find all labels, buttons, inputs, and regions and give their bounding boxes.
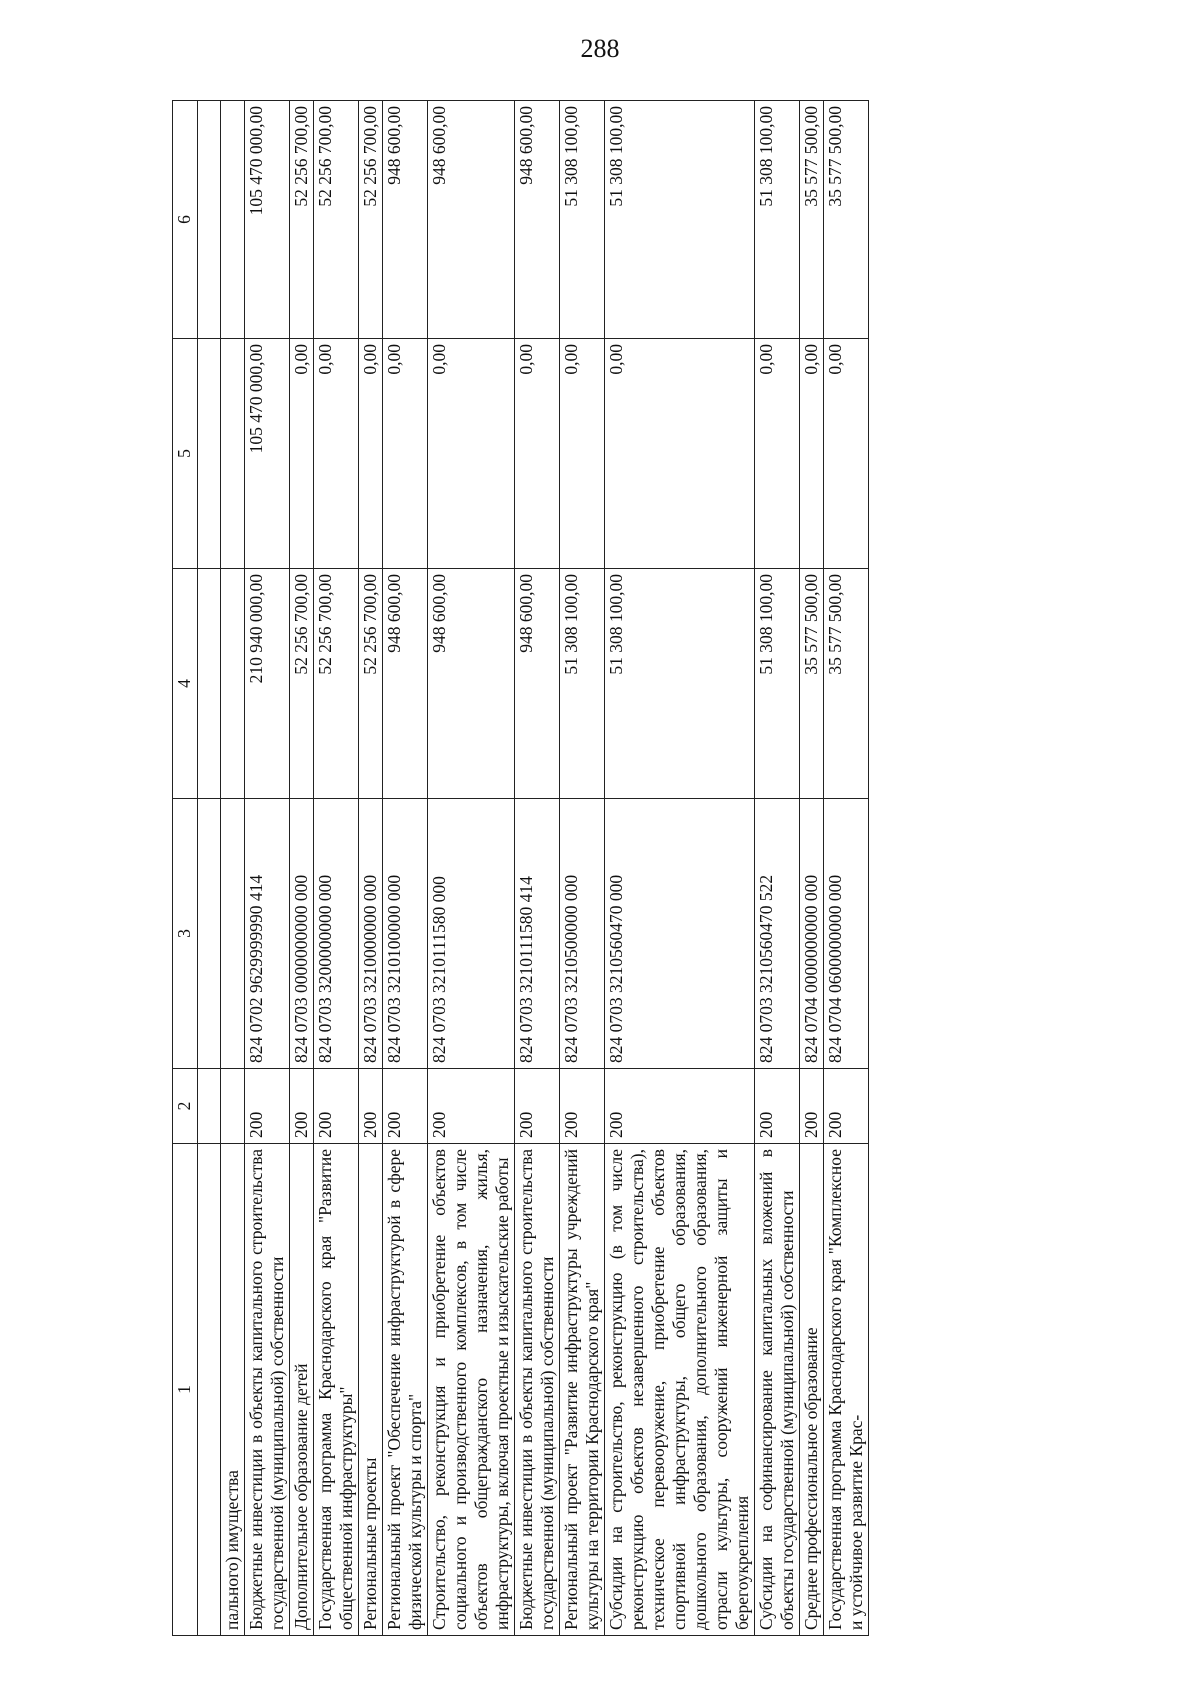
column-4-total-cell: 948 600,00 bbox=[383, 569, 428, 799]
budget-table bbox=[172, 100, 869, 1636]
column-5-amount-cell: 0,00 bbox=[824, 339, 869, 569]
table-row bbox=[755, 101, 800, 1636]
column-4-total-cell: 35 577 500,00 bbox=[824, 569, 869, 799]
budget-table-rotated bbox=[172, 101, 1077, 1636]
column-1-name-cell: Строительство, реконструкция и приобретение объектов социального и производственного комплексов, в том числе объектов общегражданского назначения, жилья, инфраструктуры, включая проектные и изыскательские работы bbox=[428, 1144, 515, 1636]
column-1-name-cell: Государственная программа Краснодарского края "Развитие общественной инфраструктуры" bbox=[314, 1144, 359, 1636]
column-6-amount-cell bbox=[221, 101, 245, 339]
column-3-kbk-cell: 824 0703 3210100000 000 bbox=[383, 799, 428, 1069]
column-4-total-cell: 51 308 100,00 bbox=[605, 569, 755, 799]
column-5-amount-cell: 0,00 bbox=[428, 339, 515, 569]
column-6-amount-cell: 105 470 000,00 bbox=[245, 101, 290, 339]
table-row bbox=[824, 101, 869, 1636]
header-column-5-amount: 5 bbox=[173, 339, 198, 569]
column-3-kbk-cell: 824 0703 3210111580 000 bbox=[428, 799, 515, 1069]
column-6-amount-cell: 52 256 700,00 bbox=[359, 101, 383, 339]
header-column-2-code: 2 bbox=[173, 1069, 198, 1144]
spacer-row bbox=[198, 101, 221, 1636]
column-1-name-cell: пального) имущества bbox=[221, 1144, 245, 1636]
column-1-name-cell: Дополнительное образование детей bbox=[290, 1144, 314, 1636]
column-2-code-cell: 200 bbox=[290, 1069, 314, 1144]
column-1-name-cell: Бюджетные инвестиции в объекты капитального строительства государственной (муниципальной) собственности bbox=[245, 1144, 290, 1636]
column-6-amount-cell: 52 256 700,00 bbox=[290, 101, 314, 339]
column-1-name-cell: Субсидии на софинансирование капитальных вложений в объекты государственной (муниципальной) собственности bbox=[755, 1144, 800, 1636]
column-6-amount-cell: 51 308 100,00 bbox=[605, 101, 755, 339]
column-6-amount-cell: 948 600,00 bbox=[428, 101, 515, 339]
column-3-kbk-cell: 824 0703 0000000000 000 bbox=[290, 799, 314, 1069]
column-3-kbk-cell bbox=[221, 799, 245, 1069]
column-6-amount-cell: 51 308 100,00 bbox=[755, 101, 800, 339]
column-3-kbk-cell: 824 0703 3210560470 522 bbox=[755, 799, 800, 1069]
column-3-kbk-cell: 824 0703 3200000000 000 bbox=[314, 799, 359, 1069]
column-6-amount-cell: 35 577 500,00 bbox=[800, 101, 824, 339]
table-row bbox=[314, 101, 359, 1636]
header-column-4-total: 4 bbox=[173, 569, 198, 799]
column-2-code-cell bbox=[221, 1069, 245, 1144]
column-2-code-cell: 200 bbox=[605, 1069, 755, 1144]
column-2-code-cell: 200 bbox=[359, 1069, 383, 1144]
column-1-name-cell: Региональные проекты bbox=[359, 1144, 383, 1636]
table-body bbox=[173, 101, 869, 1636]
column-1-name-cell: Бюджетные инвестиции в объекты капитального строительства государственной (муниципальной) собственности bbox=[515, 1144, 560, 1636]
column-6-amount-cell: 35 577 500,00 bbox=[824, 101, 869, 339]
table-row bbox=[383, 101, 428, 1636]
column-5-amount-cell: 0,00 bbox=[383, 339, 428, 569]
column-1-name-cell: Региональный проект "Развитие инфраструктуры учреждений культуры на территории Краснодарского края" bbox=[560, 1144, 605, 1636]
column-5-amount-cell: 0,00 bbox=[290, 339, 314, 569]
column-2-code-cell: 200 bbox=[515, 1069, 560, 1144]
column-1-name-cell: Субсидии на строительство, реконструкцию (в том числе реконструкцию объектов незавершенного строительства), техническое перевооружение, приобретение объектов спортивной инфраструктуры, общего образования, дошкольного образования, дополнительного образования, отрасли культуры, сооружений инженерной защиты и берегоукрепления bbox=[605, 1144, 755, 1636]
column-6-amount-cell: 948 600,00 bbox=[515, 101, 560, 339]
column-5-amount-cell: 0,00 bbox=[515, 339, 560, 569]
column-2-code-cell: 200 bbox=[560, 1069, 605, 1144]
column-2-code-cell: 200 bbox=[824, 1069, 869, 1144]
column-4-total-cell: 210 940 000,00 bbox=[245, 569, 290, 799]
spacer-cell bbox=[198, 569, 221, 799]
column-2-code-cell: 200 bbox=[245, 1069, 290, 1144]
table-row bbox=[359, 101, 383, 1636]
column-1-name-cell: Государственная программа Краснодарского края "Комплексное и устойчивое развитие Крас- bbox=[824, 1144, 869, 1636]
column-6-amount-cell: 52 256 700,00 bbox=[314, 101, 359, 339]
table-row bbox=[245, 101, 290, 1636]
table-row bbox=[428, 101, 515, 1636]
column-5-amount-cell: 0,00 bbox=[314, 339, 359, 569]
column-2-code-cell: 200 bbox=[428, 1069, 515, 1144]
header-row bbox=[173, 101, 198, 1636]
column-4-total-cell: 52 256 700,00 bbox=[359, 569, 383, 799]
column-4-total-cell: 35 577 500,00 bbox=[800, 569, 824, 799]
spacer-cell bbox=[198, 1144, 221, 1636]
column-2-code-cell: 200 bbox=[800, 1069, 824, 1144]
table-row bbox=[290, 101, 314, 1636]
column-1-name-cell: Среднее профессиональное образование bbox=[800, 1144, 824, 1636]
column-3-kbk-cell: 824 0704 0000000000 000 bbox=[800, 799, 824, 1069]
column-6-amount-cell: 51 308 100,00 bbox=[560, 101, 605, 339]
column-3-kbk-cell: 824 0702 9629999990 414 bbox=[245, 799, 290, 1069]
column-5-amount-cell: 105 470 000,00 bbox=[245, 339, 290, 569]
column-4-total-cell: 51 308 100,00 bbox=[560, 569, 605, 799]
column-3-kbk-cell: 824 0704 0600000000 000 bbox=[824, 799, 869, 1069]
spacer-cell bbox=[198, 101, 221, 339]
header-column-6-amount: 6 bbox=[173, 101, 198, 339]
column-4-total-cell: 52 256 700,00 bbox=[314, 569, 359, 799]
header-column-1-name: 1 bbox=[173, 1144, 198, 1636]
column-5-amount-cell: 0,00 bbox=[560, 339, 605, 569]
column-5-amount-cell bbox=[221, 339, 245, 569]
column-6-amount-cell: 948 600,00 bbox=[383, 101, 428, 339]
table-row bbox=[515, 101, 560, 1636]
column-2-code-cell: 200 bbox=[314, 1069, 359, 1144]
table-row bbox=[221, 101, 245, 1636]
column-4-total-cell bbox=[221, 569, 245, 799]
column-5-amount-cell: 0,00 bbox=[605, 339, 755, 569]
table-row bbox=[800, 101, 824, 1636]
column-3-kbk-cell: 824 0703 3210000000 000 bbox=[359, 799, 383, 1069]
column-3-kbk-cell: 824 0703 3210560470 000 bbox=[605, 799, 755, 1069]
page-number: 288 bbox=[580, 34, 620, 63]
column-5-amount-cell: 0,00 bbox=[755, 339, 800, 569]
column-4-total-cell: 52 256 700,00 bbox=[290, 569, 314, 799]
column-5-amount-cell: 0,00 bbox=[359, 339, 383, 569]
column-5-amount-cell: 0,00 bbox=[800, 339, 824, 569]
column-4-total-cell: 51 308 100,00 bbox=[755, 569, 800, 799]
table-row bbox=[605, 101, 755, 1636]
table-row bbox=[560, 101, 605, 1636]
column-2-code-cell: 200 bbox=[755, 1069, 800, 1144]
column-4-total-cell: 948 600,00 bbox=[428, 569, 515, 799]
column-4-total-cell: 948 600,00 bbox=[515, 569, 560, 799]
column-3-kbk-cell: 824 0703 3210500000 000 bbox=[560, 799, 605, 1069]
column-2-code-cell: 200 bbox=[383, 1069, 428, 1144]
spacer-cell bbox=[198, 1069, 221, 1144]
spacer-cell bbox=[198, 339, 221, 569]
header-column-3-kbk: 3 bbox=[173, 799, 198, 1069]
column-3-kbk-cell: 824 0703 3210111580 414 bbox=[515, 799, 560, 1069]
column-1-name-cell: Региональный проект "Обеспечение инфраструктурой в сфере физической культуры и спорта" bbox=[383, 1144, 428, 1636]
spacer-cell bbox=[198, 799, 221, 1069]
